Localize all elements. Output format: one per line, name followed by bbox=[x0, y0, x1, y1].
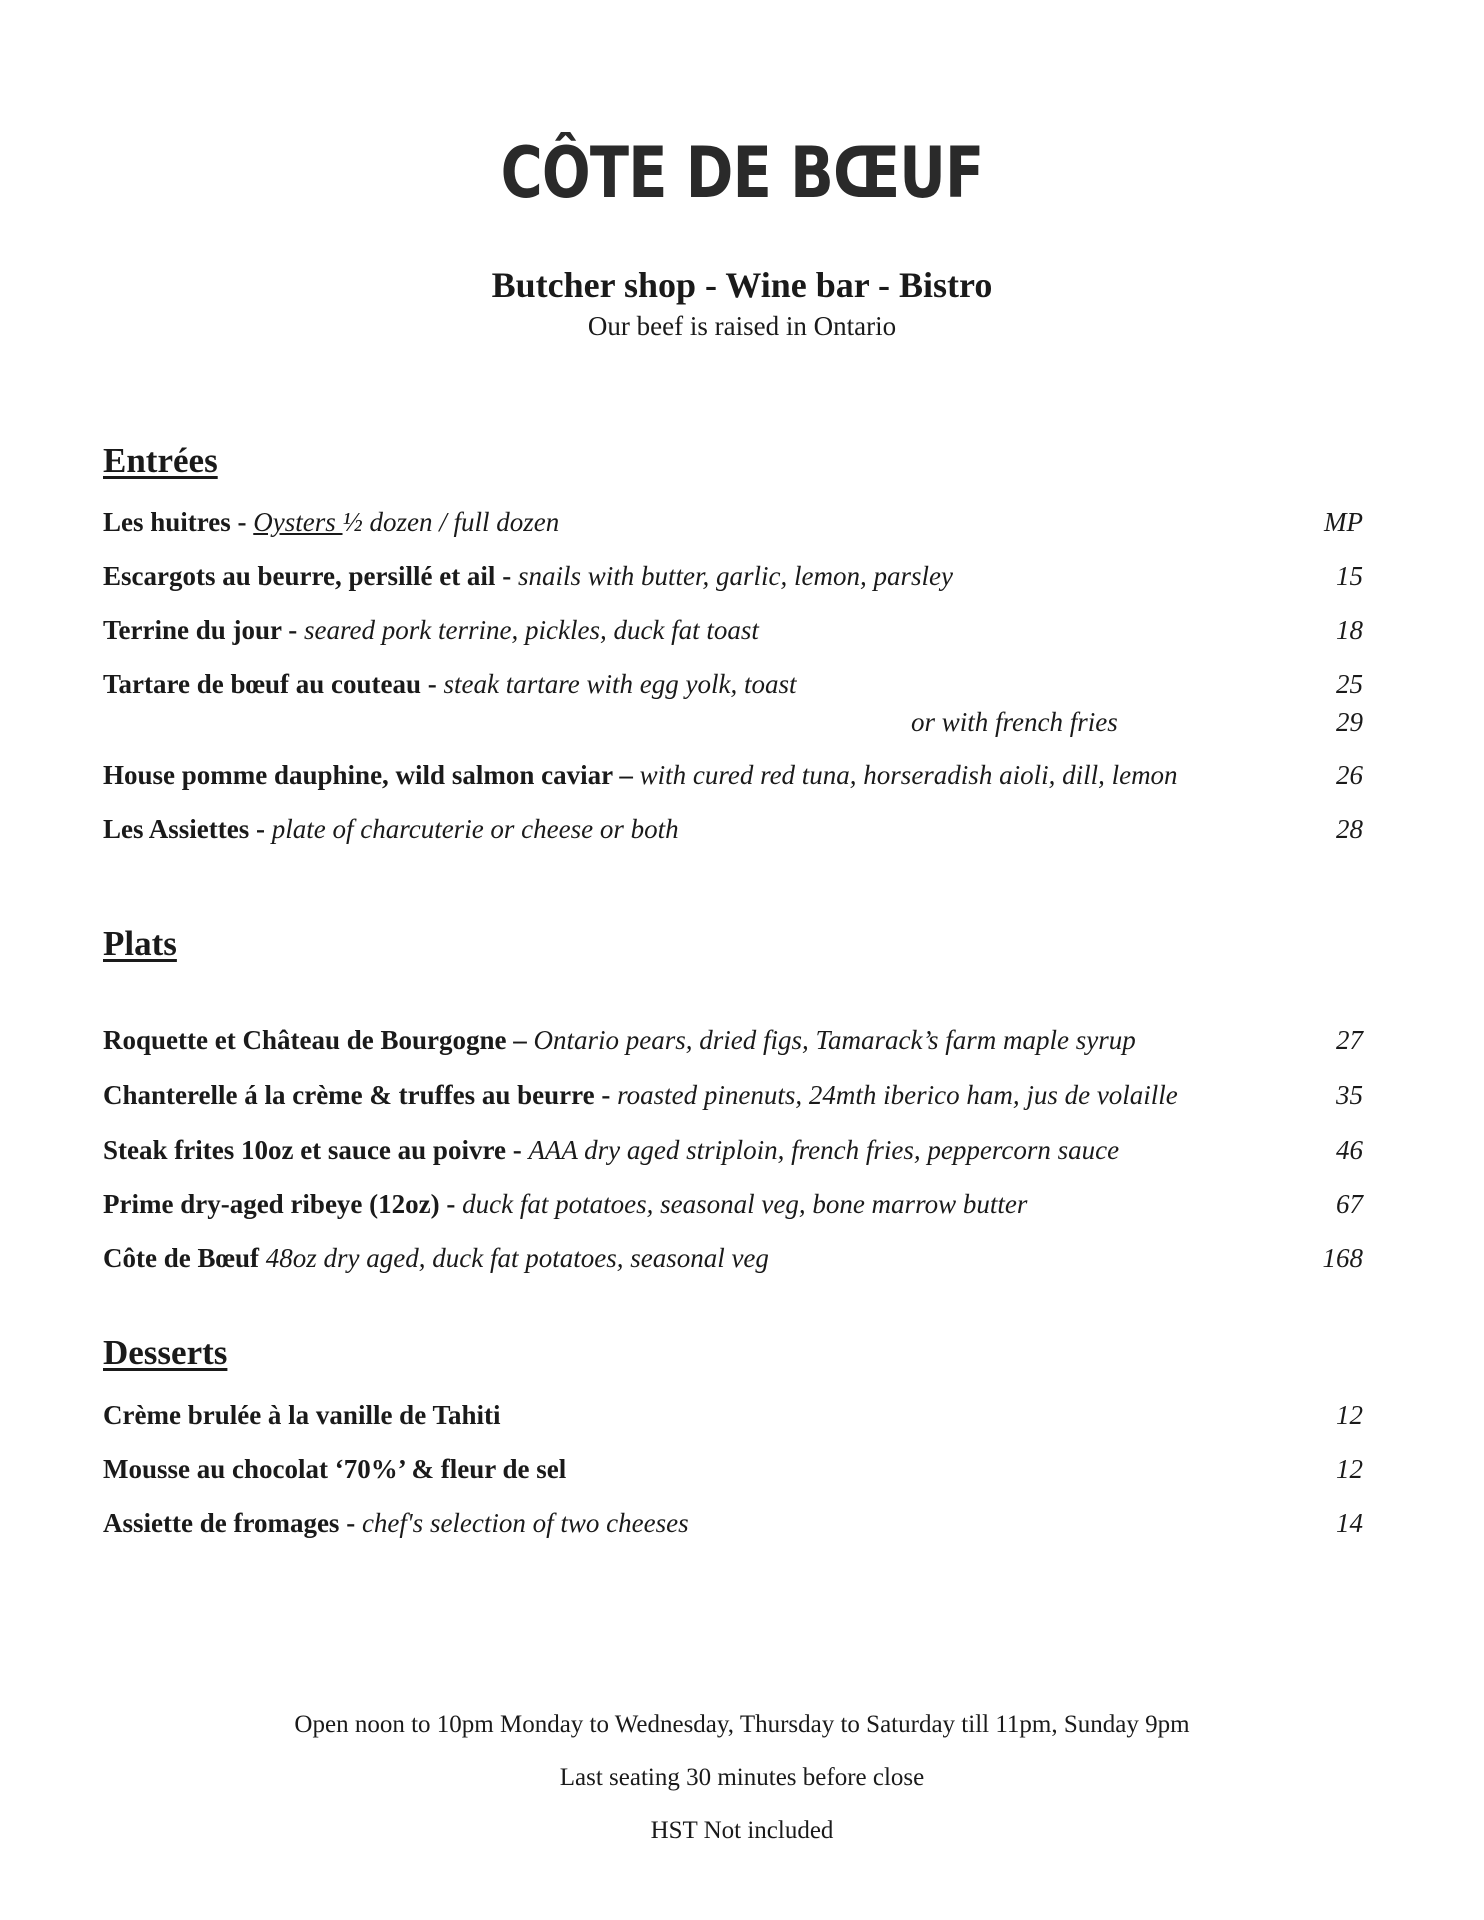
item-name: Escargots au beurre, persillé et ail bbox=[103, 561, 496, 591]
last-seating-note: Last seating 30 minutes before close bbox=[559, 1764, 925, 1791]
item-price: 46 bbox=[1336, 1135, 1363, 1165]
item-desc: 48oz dry aged, duck fat potatoes, seasonal veg bbox=[265, 1243, 769, 1273]
item-name: Roquette et Château de Bourgogne bbox=[103, 1025, 507, 1055]
item-desc: seared pork terrine, pickles, duck fat toast bbox=[304, 615, 759, 645]
item-desc-underlined: Oysters bbox=[253, 507, 343, 537]
menu-item bbox=[103, 809, 1363, 849]
section-title-desserts: Desserts bbox=[103, 1333, 228, 1372]
item-separator: – bbox=[506, 1025, 534, 1055]
item-price: 26 bbox=[1336, 760, 1363, 790]
menu-item bbox=[103, 1503, 1363, 1543]
item-price: 28 bbox=[1336, 814, 1363, 844]
item-desc: Ontario pears, dried figs, Tamarack’s farm maple syrup bbox=[533, 1025, 1136, 1055]
item-price: 14 bbox=[1336, 1508, 1363, 1538]
menu-item bbox=[103, 755, 1363, 795]
menu-item bbox=[103, 1449, 1363, 1489]
item-desc: steak tartare with egg yolk, toast bbox=[443, 669, 797, 699]
item-name: Assiette de fromages bbox=[103, 1508, 340, 1538]
item-variant-desc: or with french fries bbox=[911, 707, 1118, 737]
item-price: 12 bbox=[1336, 1454, 1363, 1484]
menu-item bbox=[103, 1184, 1363, 1224]
item-name: Les huitres bbox=[103, 507, 231, 537]
item-price: 35 bbox=[1336, 1080, 1363, 1110]
item-separator: – bbox=[612, 760, 640, 790]
item-price: 15 bbox=[1336, 561, 1363, 591]
item-separator: - bbox=[339, 1508, 362, 1538]
item-price: 25 bbox=[1336, 669, 1363, 699]
item-price: 12 bbox=[1336, 1400, 1363, 1430]
item-price: 168 bbox=[1322, 1243, 1363, 1273]
item-name: Tartare de bœuf au couteau bbox=[103, 669, 422, 699]
item-separator: - bbox=[594, 1080, 618, 1110]
subline: Our beef is raised in Ontario bbox=[587, 311, 897, 341]
opening-hours: Open noon to 10pm Monday to Wednesday, Thursday to Saturday till 11pm, Sunday 9pm bbox=[294, 1711, 1190, 1738]
item-name: Côte de Bœuf bbox=[103, 1243, 259, 1273]
item-desc: ½ dozen / full dozen bbox=[342, 507, 560, 537]
item-desc: roasted pinenuts, 24mth iberico ham, jus de volaille bbox=[617, 1080, 1178, 1110]
item-name: Crème brulée à la vanille de Tahiti bbox=[103, 1400, 501, 1430]
item-name: Steak frites 10oz et sauce au poivre bbox=[103, 1135, 506, 1165]
menu-item-variant bbox=[103, 702, 1363, 742]
item-price: 67 bbox=[1336, 1189, 1363, 1219]
item-price: MP bbox=[1324, 507, 1363, 537]
item-separator: - bbox=[281, 615, 305, 645]
menu-item bbox=[103, 610, 1363, 650]
restaurant-logo: CÔTE DE BŒUF bbox=[500, 132, 984, 214]
item-desc: snails with butter, garlic, lemon, parsley bbox=[517, 561, 953, 591]
menu-item bbox=[103, 664, 1363, 704]
tagline: Butcher shop - Wine bar - Bistro bbox=[491, 265, 993, 305]
item-name: Les Assiettes bbox=[103, 814, 250, 844]
item-desc: AAA dry aged striploin, french fries, peppercorn sauce bbox=[528, 1135, 1120, 1165]
item-name: Terrine du jour bbox=[103, 615, 282, 645]
item-price: 27 bbox=[1336, 1025, 1363, 1055]
menu-item bbox=[103, 1075, 1363, 1115]
item-separator: - bbox=[495, 561, 518, 591]
item-desc: duck fat potatoes, seasonal veg, bone marrow butter bbox=[462, 1189, 1028, 1219]
menu-item bbox=[103, 556, 1363, 596]
item-variant-price: 29 bbox=[1336, 707, 1363, 737]
section-title-plats: Plats bbox=[103, 924, 177, 963]
item-name: House pomme dauphine, wild salmon caviar bbox=[103, 760, 613, 790]
menu-item bbox=[103, 1020, 1363, 1060]
item-price: 18 bbox=[1336, 615, 1363, 645]
item-separator: - bbox=[505, 1135, 529, 1165]
item-separator: - bbox=[249, 814, 272, 844]
item-separator: - bbox=[230, 507, 254, 537]
section-title-entrees: Entrées bbox=[103, 441, 218, 480]
menu-item bbox=[103, 1130, 1363, 1170]
item-separator: - bbox=[421, 669, 444, 699]
item-separator: - bbox=[439, 1189, 463, 1219]
menu-item bbox=[103, 1395, 1363, 1435]
menu-item bbox=[103, 1238, 1363, 1278]
item-name: Mousse au chocolat ‘70%’ & fleur de sel bbox=[103, 1454, 567, 1484]
item-name: Prime dry-aged ribeye (12oz) bbox=[103, 1189, 440, 1219]
item-name: Chanterelle á la crème & truffes au beurre bbox=[103, 1080, 595, 1110]
tax-note: HST Not included bbox=[650, 1817, 834, 1844]
item-desc: plate of charcuterie or cheese or both bbox=[271, 814, 679, 844]
item-desc: with cured red tuna, horseradish aioli, dill, lemon bbox=[639, 760, 1178, 790]
item-desc: chef's selection of two cheeses bbox=[361, 1508, 689, 1538]
item-separator bbox=[259, 1243, 266, 1273]
menu-item bbox=[103, 502, 1363, 542]
